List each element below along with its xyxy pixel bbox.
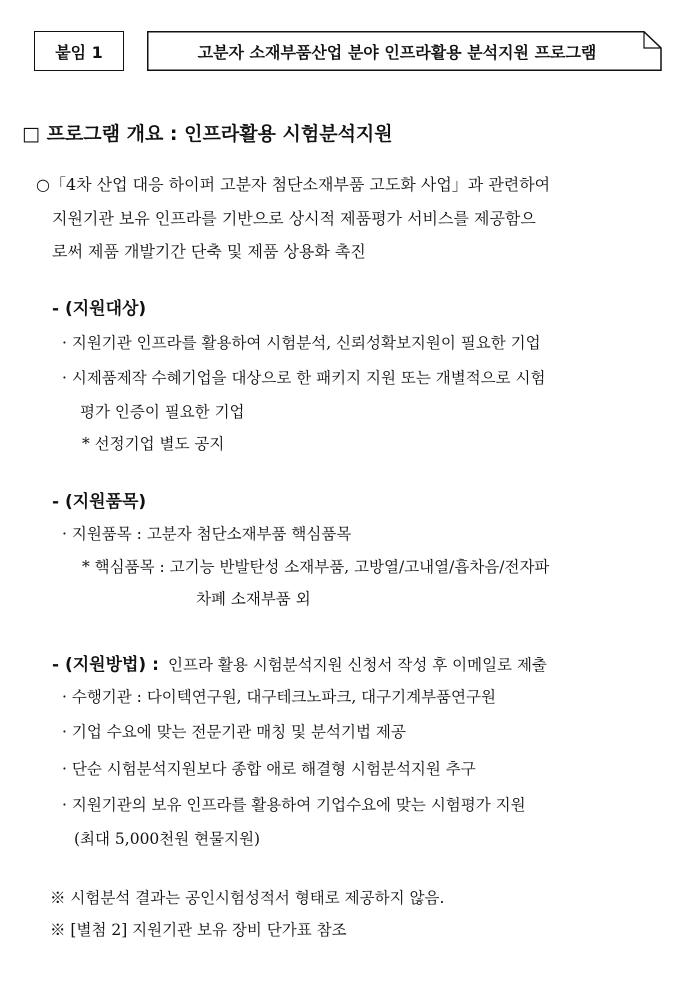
products-note: * 핵심품목 : 고기능 반발탄성 소재부품, 고방열/고내열/흡차음/전자파 (82, 558, 550, 576)
method-item-1: · 수행기관 : 다이텍연구원, 대구테크노파크, 대구기계부품연구원 (62, 688, 496, 706)
method-item-4: · 지원기관의 보유 인프라를 활용하여 기업수요에 맞는 시험평가 지원 (62, 796, 526, 814)
method-title-rest: 인프라 활용 시험분석지원 신청서 작성 후 이메일로 제출 (168, 656, 547, 674)
method-item-2: · 기업 수요에 맞는 전문기관 매칭 및 분석기법 제공 (62, 723, 406, 741)
target-item-2-cont: 평가 인증이 필요한 기업 (80, 403, 245, 421)
note-1: ※ 시험분석 결과는 공인시험성적서 형태로 제공하지 않음. (50, 889, 445, 907)
target-note: * 선정기업 별도 공지 (82, 435, 225, 453)
target-title: - (지원대상) (52, 299, 147, 319)
overview-line-1: ○「4차 산업 대응 하이퍼 고분자 첨단소재부품 고도화 사업」과 관련하여 (36, 175, 551, 194)
method-title: - (지원방법) : (52, 655, 159, 675)
method-heading-line (52, 650, 547, 675)
target-item-2: · 시제품제작 수혜기업을 대상으로 한 패키지 지원 또는 개별적으로 시험 (62, 369, 546, 387)
title-box (147, 31, 662, 71)
annex-label-box (34, 31, 124, 71)
section-heading: □ 프로그램 개요 : 인프라활용 시험분석지원 (22, 123, 393, 145)
target-item-1: · 지원기관 인프라를 활용하여 시험분석, 신뢰성확보지원이 필요한 기업 (62, 334, 541, 352)
overview-line-3: 로써 제품 개발기간 단축 및 제품 상용화 촉진 (52, 242, 366, 261)
document-title: 고분자 소재부품산업 분야 인프라활용 분석지원 프로그램 (197, 42, 597, 62)
annex-label: 붙임 1 (55, 42, 103, 62)
products-title: - (지원품목) (52, 492, 147, 512)
products-item-1: · 지원품목 : 고분자 첨단소재부품 핵심품목 (62, 525, 352, 543)
overview-line-2: 지원기관 보유 인프라를 기반으로 상시적 제품평가 서비스를 제공함으 (52, 209, 536, 228)
method-item-3: · 단순 시험분석지원보다 종합 애로 해결형 시험분석지원 추구 (62, 760, 476, 778)
products-note-cont: 차폐 소재부품 외 (196, 590, 311, 608)
note-2: ※ [별첨 2] 지원기관 보유 장비 단가표 참조 (50, 921, 347, 939)
method-item-4-cont: (최대 5,000천원 현물지원) (74, 830, 261, 848)
